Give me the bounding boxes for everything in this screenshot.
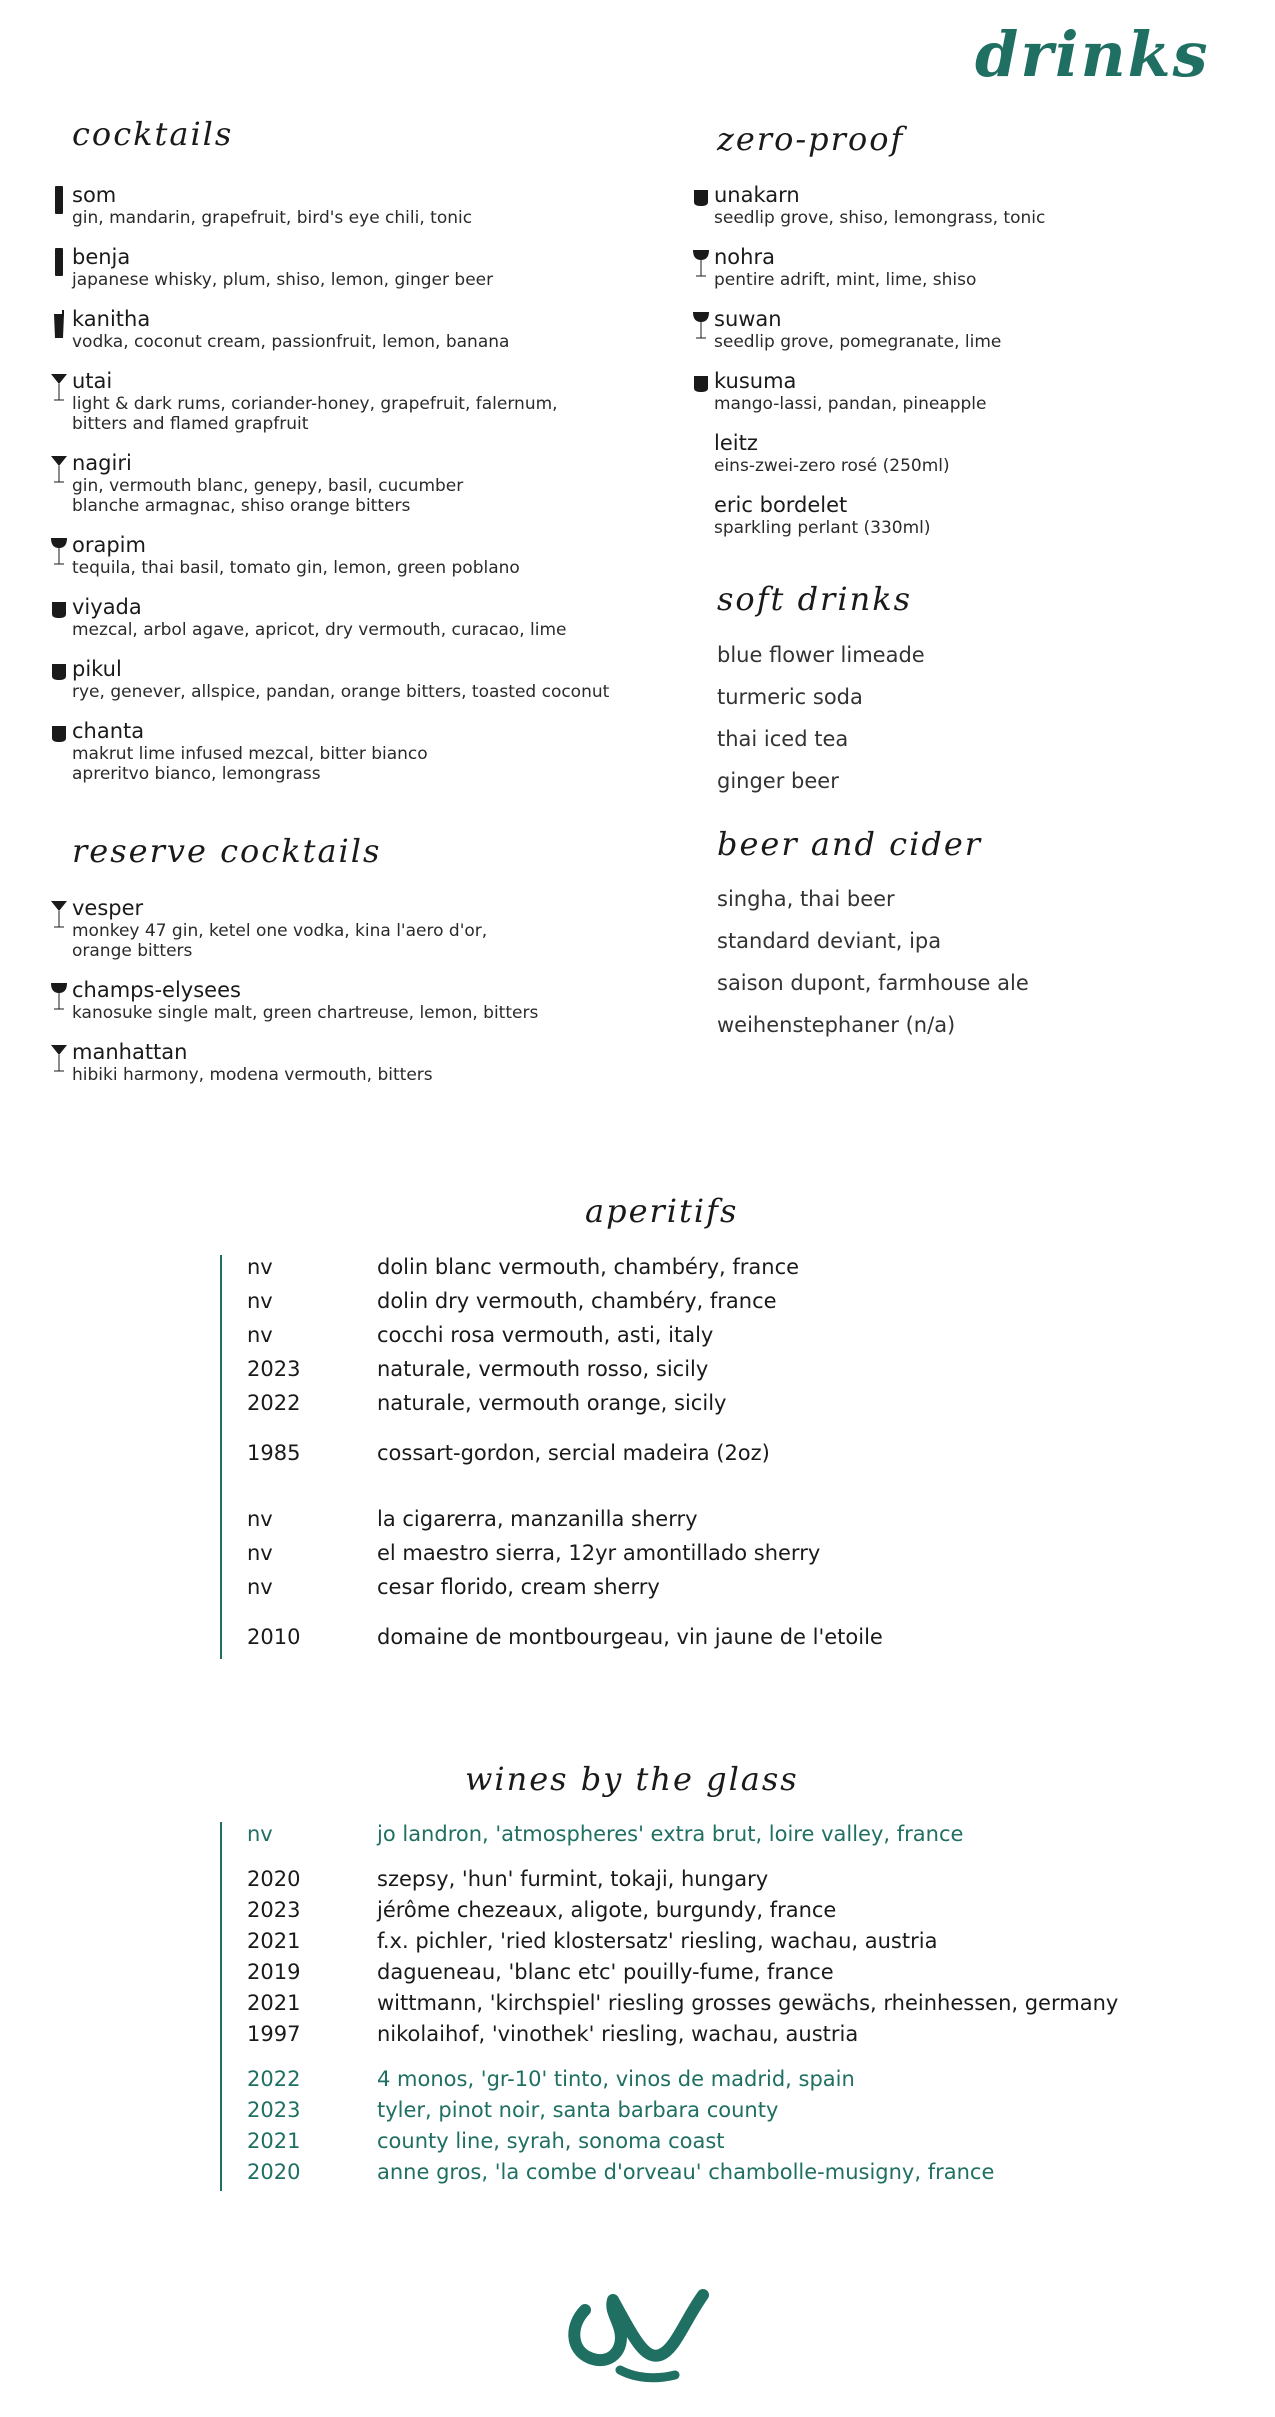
vintage-year: nv [247,1255,273,1279]
wine-name: el maestro sierra, 12yr amontillado sherry [377,1541,821,1565]
coupe-glass-icon [50,979,68,1015]
rocks-glass-icon [50,720,68,756]
wine-name: cesar florido, cream sherry [377,1575,660,1599]
wine-name: jo landron, 'atmospheres' extra brut, loire valley, france [377,1822,964,1846]
drink-name: leitz [714,431,758,455]
wine-name: la cigarerra, manzanilla sherry [377,1507,698,1531]
drink-item [714,368,986,414]
vintage-year: nv [247,1289,273,1313]
wine-name: dagueneau, 'blanc etc' pouilly-fume, france [377,1960,834,1984]
martini-glass-icon [50,370,68,406]
vintage-year: 2019 [247,1960,301,1984]
drink-description: seedlip grove, pomegranate, lime [714,332,1002,352]
drink-item [72,306,509,352]
drink-description: hibiki harmony, modena vermouth, bitters [72,1065,433,1085]
drink-name: viyada [72,595,142,619]
drink-name: nagiri [72,451,132,475]
vintage-year: nv [247,1541,273,1565]
drink-item [72,718,428,784]
drink-name: nohra [714,245,775,269]
drink-name: orapim [72,533,146,557]
drink-description: orange bitters [72,941,193,961]
drink-item [72,895,487,961]
aperitifs-table [220,1255,883,1659]
drink-item [72,182,472,228]
martini-glass-icon [50,1041,68,1077]
drink-description: makrut lime infused mezcal, bitter bianco [72,744,428,764]
drink-description: gin, vermouth blanc, genepy, basil, cucumber [72,476,464,496]
cocktails-heading: cocktails [72,115,234,153]
drink-item [72,594,566,640]
drink-item [714,306,1001,352]
drink-description: seedlip grove, shiso, lemongrass, tonic [714,208,1046,228]
martini-glass-icon [50,897,68,933]
drink-item [714,492,931,538]
vintage-year: 1997 [247,2022,301,2046]
drink-item [72,532,520,578]
vintage-year: 2022 [247,1391,301,1415]
drink-description: japanese whisky, plum, shiso, lemon, ginger beer [72,270,494,290]
drink-item [72,977,538,1023]
drink-description: sparkling perlant (330ml) [714,518,931,538]
wine-name: naturale, vermouth orange, sicily [377,1391,727,1415]
rocks-glass-icon [692,370,710,406]
drink-name: champs-elysees [72,978,241,1002]
drink-description: vodka, coconut cream, passionfruit, lemon, banana [72,332,510,352]
drink-description: eins-zwei-zero rosé (250ml) [714,456,950,476]
rocks-glass-icon [50,596,68,632]
drink-description: bitters and flamed grapfruit [72,414,309,434]
vintage-year: 2021 [247,2129,301,2153]
wine-name: wittmann, 'kirchspiel' riesling grosses gewächs, rheinhessen, germany [377,1991,1119,2015]
rocks-glass-icon [50,658,68,694]
wine-name: 4 monos, 'gr-10' tinto, vinos de madrid, spain [377,2067,855,2091]
soft-drink-item: ginger beer [717,769,839,793]
tiki-glass-icon [50,308,68,344]
drink-description: monkey 47 gin, ketel one vodka, kina l'aero d'or, [72,921,488,941]
martini-glass-icon [50,452,68,488]
reserve-cocktails-heading: reserve cocktails [72,832,382,870]
drink-item [72,368,558,434]
drink-description: gin, mandarin, grapefruit, bird's eye chili, tonic [72,208,473,228]
highball-glass-icon [50,246,68,282]
coupe-glass-icon [692,246,710,282]
rocks-glass-icon [692,184,710,220]
wine-name: naturale, vermouth rosso, sicily [377,1357,709,1381]
vintage-year: 2023 [247,2098,301,2122]
soft-drinks-heading: soft drinks [717,580,912,618]
drink-item [72,450,463,516]
wine-name: anne gros, 'la combe d'orveau' chambolle-musigny, france [377,2160,995,2184]
beer-item: saison dupont, farmhouse ale [717,971,1029,995]
aperitifs-heading: aperitifs [585,1192,739,1230]
beer-item: standard deviant, ipa [717,929,942,953]
vintage-year: nv [247,1323,273,1347]
wine-name: szepsy, 'hun' furmint, tokaji, hungary [377,1867,769,1891]
wine-name: county line, syrah, sonoma coast [377,2129,725,2153]
vintage-year: 2010 [247,1625,301,1649]
highball-glass-icon [50,184,68,220]
drink-description: tequila, thai basil, tomato gin, lemon, green poblano [72,558,520,578]
drink-description: kanosuke single malt, green chartreuse, lemon, bitters [72,1003,539,1023]
wine-name: cossart-gordon, sercial madeira (2oz) [377,1441,770,1465]
wine-name: tyler, pinot noir, santa barbara county [377,2098,779,2122]
drink-name: benja [72,245,131,269]
drink-item [714,244,976,290]
page-title: drinks [975,18,1210,91]
vintage-year: 2023 [247,1357,301,1381]
drink-item [714,430,950,476]
vintage-year: 1985 [247,1441,301,1465]
drink-name: manhattan [72,1040,188,1064]
drink-name: chanta [72,719,145,743]
drink-name: suwan [714,307,782,331]
wines-table [220,1822,1119,2191]
drink-description: apreritvo bianco, lemongrass [72,764,321,784]
drink-description: blanche armagnac, shiso orange bitters [72,496,411,516]
wines-heading: wines by the glass [465,1760,799,1798]
drink-description: pentire adrift, mint, lime, shiso [714,270,977,290]
vintage-year: 2022 [247,2067,301,2091]
wine-name: cocchi rosa vermouth, asti, italy [377,1323,714,1347]
drink-name: kanitha [72,307,151,331]
drink-description: mezcal, arbol agave, apricot, dry vermouth, curacao, lime [72,620,567,640]
vintage-year: nv [247,1507,273,1531]
wine-name: nikolaihof, 'vinothek' riesling, wachau, austria [377,2022,859,2046]
vintage-year: 2020 [247,1867,301,1891]
coupe-glass-icon [50,534,68,570]
wine-name: dolin blanc vermouth, chambéry, france [377,1255,800,1279]
drink-item [72,1039,433,1085]
drink-name: som [72,183,117,207]
drink-description: light & dark rums, coriander-honey, grapefruit, falernum, [72,394,558,414]
wine-name: dolin dry vermouth, chambéry, france [377,1289,777,1313]
soft-drink-item: thai iced tea [717,727,849,751]
drink-name: pikul [72,657,122,681]
restaurant-logo [565,2280,715,2394]
soft-drink-item: blue flower limeade [717,643,925,667]
drink-name: utai [72,369,113,393]
vintage-year: 2021 [247,1929,301,1953]
beer-cider-heading: beer and cider [717,825,983,863]
wine-name: f.x. pichler, 'ried klostersatz' riesling, wachau, austria [377,1929,938,1953]
wine-name: jérôme chezeaux, aligote, burgundy, france [377,1898,837,1922]
drink-name: vesper [72,896,144,920]
vintage-year: 2021 [247,1991,301,2015]
beer-item: singha, thai beer [717,887,895,911]
soft-drink-item: turmeric soda [717,685,863,709]
wine-name: domaine de montbourgeau, vin jaune de l'etoile [377,1625,883,1649]
drink-description: rye, genever, allspice, pandan, orange bitters, toasted coconut [72,682,610,702]
zero-proof-heading: zero-proof [717,120,905,158]
drink-item [714,182,1045,228]
drink-name: kusuma [714,369,797,393]
drink-item [72,656,609,702]
coupe-glass-icon [692,308,710,344]
beer-item: weihenstephaner (n/a) [717,1013,956,1037]
drink-name: eric bordelet [714,493,848,517]
vintage-year: 2020 [247,2160,301,2184]
vintage-year: nv [247,1822,273,1846]
drink-item [72,244,493,290]
drink-description: mango-lassi, pandan, pineapple [714,394,987,414]
drink-name: unakarn [714,183,800,207]
vintage-year: nv [247,1575,273,1599]
vintage-year: 2023 [247,1898,301,1922]
